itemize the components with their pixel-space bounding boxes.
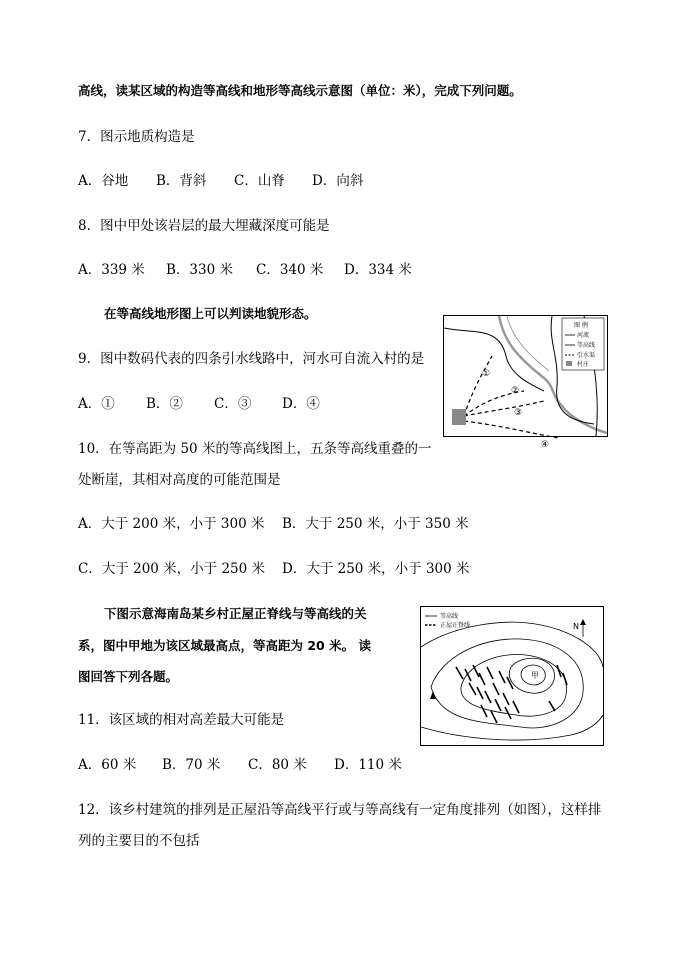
q7-option-d[interactable]: D．向斜	[312, 173, 364, 189]
q7-option-a[interactable]: A．谷地	[78, 173, 129, 189]
figure-village-ridge-map	[420, 606, 604, 746]
peak-triangle-icon	[430, 691, 436, 699]
q9-option-d[interactable]: D．④	[282, 396, 320, 412]
q8-option-c[interactable]: C．340 米	[256, 262, 324, 278]
passage-intro-3-line3: 图回答下列各题。	[78, 669, 179, 684]
q10-option-c[interactable]: C．大于 200 米，小于 250 米	[78, 561, 266, 577]
question-8-options	[78, 261, 412, 279]
q11-option-a[interactable]: A．60 米	[78, 757, 137, 773]
north-arrow-icon	[580, 619, 586, 625]
passage-intro-3-line1: 下图示意海南岛某乡村正屋正脊线与等高线的关	[104, 606, 367, 621]
q9-option-c[interactable]: C．③	[214, 396, 252, 412]
question-9-stem: 9．图中数码代表的四条引水线路中，河水可自流入村的是	[78, 351, 425, 367]
q9-option-a[interactable]: A．①	[78, 396, 115, 412]
q9-option-b[interactable]: B．②	[146, 396, 183, 412]
q11-option-c[interactable]: C．80 米	[248, 757, 307, 773]
legend-river: 河流	[577, 332, 590, 339]
q8-option-d[interactable]: D．334 米	[344, 262, 412, 278]
passage-intro-3-line2: 系，图中甲地为该区域最高点，等高距为 20 米。 读	[78, 638, 371, 653]
north-label: N	[573, 622, 579, 631]
figure-contour-river-map	[443, 315, 608, 450]
marker-4: ④	[541, 440, 550, 450]
question-11-options	[78, 756, 402, 774]
q8-option-b[interactable]: B．330 米	[166, 262, 233, 278]
marker-1: ①	[482, 369, 491, 379]
legend2-contour: 等高线	[440, 613, 459, 620]
question-10-stem-line1: 10．在等高距为 50 米的等高线图上，五条等高线重叠的一	[78, 441, 432, 457]
question-12-stem-line2: 列的主要目的不包括	[78, 833, 200, 849]
q7-option-c[interactable]: C．山脊	[234, 173, 285, 189]
legend-contour: 等高线	[577, 342, 596, 349]
question-7-options	[78, 172, 363, 190]
q10-option-a[interactable]: A．大于 200 米，小于 300 米	[78, 516, 265, 532]
question-11-stem: 11．该区域的相对高差最大可能是	[78, 712, 285, 728]
marker-3: ③	[514, 408, 523, 418]
marker-2: ②	[511, 386, 520, 396]
q10-option-b[interactable]: B．大于 250 米，小于 350 米	[282, 516, 469, 532]
question-7-stem: 7．图示地质构造是	[78, 129, 195, 145]
question-12-stem-line1: 12．该乡村建筑的排列是正屋沿等高线平行或与等高线有一定角度排列（如图），这样排	[78, 802, 602, 818]
question-10-options-row1	[78, 515, 469, 533]
passage-intro-2: 在等高线地形图上可以判读地貌形态。	[104, 306, 317, 321]
q8-option-a[interactable]: A．339 米	[78, 262, 145, 278]
legend-canal: 引水渠	[577, 352, 596, 359]
legend2-ridge: 正屋正脊线	[440, 622, 471, 629]
q11-option-b[interactable]: B．70 米	[162, 757, 221, 773]
point-jia-label: 甲	[531, 671, 539, 680]
passage-intro-1: 高线，读某区域的构造等高线和地形等高线示意图（单位：米），完成下列问题。	[78, 83, 522, 98]
question-10-stem-line2: 处断崖，其相对高度的可能范围是	[78, 472, 281, 488]
question-9-options	[78, 395, 320, 413]
legend-title: 图 例	[574, 322, 588, 329]
q7-option-b[interactable]: B．背斜	[156, 173, 207, 189]
question-8-stem: 8．图中甲处该岩层的最大埋藏深度可能是	[78, 218, 330, 234]
legend-village: 村庄	[577, 361, 590, 368]
question-10-options-row2	[78, 560, 470, 578]
q11-option-d[interactable]: D．110 米	[334, 757, 402, 773]
q10-option-d[interactable]: D．大于 250 米，小于 300 米	[282, 561, 470, 577]
